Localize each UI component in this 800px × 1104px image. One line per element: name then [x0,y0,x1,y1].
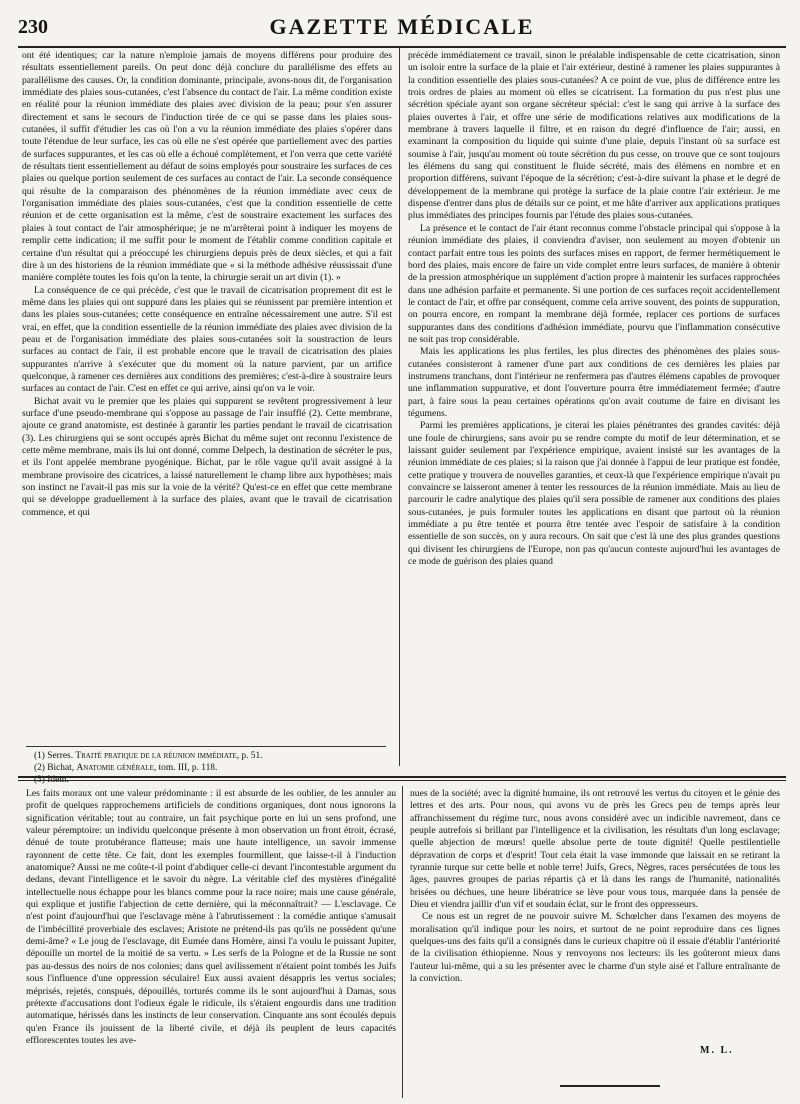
section-rule [18,776,786,778]
footnote-rule [26,746,386,747]
left-column [22,50,392,740]
paragraph: La conséquence de ce qui précède, c'est que le travail de cicatrisation proprement dit est le même dans les plaies qui ont suppuré dans les plaies qui se réunissent par première intention et dans les plaies sous-cutanées; cette conséquence en entraîne nécessairement une autre. S'il est vrai, en effet, que la condition essentielle de la réunion immédiate des plaies avec division de la peau et de l'organisation immédiate des plaies sous-cutanées soit la soustraction de leurs surfaces au contact de l'air, il est probable encore que le travail de cicatrisation des plaies suppurantes n'arrive à s'exécuter que du moment où la nature parvient, par un artifice quelconque, à ramener ces dernières aux conditions des premières; c'est-à-dire à soustraire leurs surfaces au contact de l'air. C'est en effet ce qui arrive, ainsi qu'on va le voir. [22,284,392,395]
footnote-2-prefix: (2) Bichat, [34,763,75,773]
paragraph: précède immédiatement ce travail, sinon le préalable indispensable de cette cicatrisation, sinon un isoloir entre la surface de la plaie et l'air extérieur, destiné à ramener les plaies suppurantes à la condition essentielle des plaies sous-cutanées? A ce point de vue, plus de différence entre les trois ordres de plaies au moment où elles se cicatrisent. La formation du pus n'est plus une sécrétion spéciale ayant son organe sécréteur spécial: c'est le sang qui arrive à la surface des plaies ouvertes à l'air, et offre une série de modifications relatives aux modifications de la membrane à travers laquelle il filtre, et en raison du degré d'influence de l'air; aussi, en examinant la composition du liquide qui suinte d'une plaie, depuis l'instant où sa surface est soumise à l'air, jusqu'au moment où toute sécrétion du pus cesse, on trouve que ce sont toujours les élémens du sang qui constituent le fluide sécrété, mais des élémens en nombre et en proportion différens, suivant l'époque de la sécrétion; c'est-à-dire suivant la phase et le degré de développement de la membrane qui protège la surface de la plaie contre l'air extérieur. Je me dispense d'entrer dans plus de détails sur ce point, et me hâte d'arriver aux applications pratiques plus immédiates des principes fournis par l'étude des plaies sous-cutanées. [408,50,780,222]
author-signature: M. L. [700,1045,734,1056]
section-rule-thin [18,780,786,781]
paragraph: Ce nous est un regret de ne pouvoir suivre M. Schœlcher dans l'examen des moyens de moralisation qu'il indique pour les noirs, et surtout de ne point reproduire dans ces lignes quelques-uns des faits qu'il a consignés dans le curieux chapitre où il essaie d'établir l'antériorité de la civilisation éthiopienne. Nous y renvoyons nos lecteurs: ils les goûteront mieux dans l'auteur lui-même, qui a su les présenter avec le charme d'un style aisé et l'allure entraînante de la conviction. [410,911,780,985]
paragraph: ont été identiques; car la nature n'emploie jamais de moyens différens pour produire des résultats essentiellement pareils. On peut donc déjà conclure du parallélisme des effets au parallélisme des causes. Or, la condition dominante, principale, avons-nous dit, de l'organisation immédiate des plaies sous-cutanées, c'est l'absence du contact de l'air. La même condition existe en réalité pour la réunion immédiate des plaies avec division de la peau; pour s'en assurer directement et sans le secours de l'induction tirée de ce qui se passe dans les plaies sous-cutanées, il suffit d'étudier les cas où l'on a vu la réunion immédiate des plaies s'opérer dans toute l'étendue de leur surface, les cas où elle ne s'est opérée que partiellement avec des parties de surfaces suppurantes, et les cas où elle a échoué complètement, et l'on verra que cette variété de résultats tient essentiellement au défaut de soins employés pour soustraire les surfaces de ces plaies ou quelque portion seulement de ces surfaces au contact de l'air. La seconde conséquence qui résulte de la comparaison des phénomènes de la réunion immédiate avec ceux de l'organisation immédiate des plaies sous-cutanées, c'est que la condition essentielle de cette réunion et de cette organisation est la même, c'est de soustraire exactement les surfaces des plaies à tout contact de l'air atmosphérique; je ne m'arrêterai point à indiquer les moyens de remplir cette indication; il me suffit pour le moment de l'établir comme condition capitale et certaine d'un résultat qui a préoccupé les chirurgiens depuis près de deux siècles, et qui a fait dire à un des historiens de la réunion immédiate que « si la méthode adhésive réussissait d'une manière complète toutes les fois qu'on la tente, la chirurgie serait un art divin (1). » [22,50,392,284]
page-number: 230 [18,16,48,38]
end-rule [560,1085,660,1087]
paragraph: Parmi les premières applications, je citerai les plaies pénétrantes des grandes cavités: déjà une foule de chirurgiens, sans avoir pu se rendre compte du motif de leur détermination, et se laissant guider seulement par l'expérience empirique, avaient insisté sur les avantages de la réunion immédiate de ces plaies; si la raison que j'ai donnée à l'appui de leur pratique est fondée, cette pratique y trouvera de nouvelles garanties, et ceux-là que l'expérience empirique n'avait pu convaincre se laisseront amener à tenter les ressources de la réunion immédiate. Mais au lieu de parcourir le cadre analytique des plaies qu'il sera possible de ramener aux conditions des plaies sous-cutanées, je puis formuler toutes les applications en disant que partout où la réunion immédiate a pu être tentée et pourra être tentée avec l'espoir de satisfaire à la condition essentielle de son succès, on y aura recours. On sait que c'est là une des plus grandes questions qui divisent les chirurgiens de l'Europe, non pas qu'aucun conteste aujourd'hui les avantages de ce mode de guérison des plaies quand [408,420,780,568]
journal-title: GAZETTE MÉDICALE [269,14,535,39]
paragraph: Les faits moraux ont une valeur prédominante : il est absurde de les oublier, de les annuler au profit de quelques rapprochemens artificiels de conditions organiques, dont nous ignorons la signification véritable; tout au contraire, un fait psychique porte en lui un sens profond, une valeur péremptoire: un individu quelconque présente à mon observation un front étroit, écrasé, dénué de toute protubérance flatteuse; mais une haute intelligence, un savoir immense rayonnent de cette tête. Ce fait, dont les exemples fourmillent, que laisse-t-il à l'induction anatomique? Aussi ne me coûte-t-il point d'abdiquer celle-ci devant l'incontestable argument du dedans, devant l'intelligence et le savoir du nègre. La véritable clef des mystères d'inégalité intellectuelle nous échappe pour les blancs comme pour la race noire; mais une cause générale, qui explique et justifie l'abjection de cette dernière, qui la méconnaîtrait? — L'esclavage. Ce n'est point d'aujourd'hui que l'esclavage mène à l'abrutissement : la comédie antique s'amusait de l'imbécillité proverbiale des esclaves; Aristote ne prétend-ils pas qu'ils ne possèdent qu'une demi-âme? « Le joug de l'esclavage, dit Eumée dans Homère, ainsi l'a voulu le puissant Jupiter, dépouille un mortel de la moitié de sa vertu. » Les serfs de la Pologne et de la Russie ne sont pas au-dessus des noirs de nos colonies; dans quel avilissement n'étaient point tombés les Juifs sous l'influence d'une oppression séculaire! Eux aussi avaient désappris les vertus sociales; méprisés, rejetés, conspués, dépouillés, torturés comme ils le sont aujourd'hui à Damas, sous prétexte d'accusations dont l'odieux égale le ridicule, ils s'étaient engourdis dans une tradition automatique, hérissés dans les instincts de leur conservation. Cinquante ans sont écoulés depuis qu'en France ils jouissent de la liberté civile, et déjà ils peuplent de leurs capacités efflorescentes toutes les ave- [26,788,396,1046]
footnote-1-prefix: (1) Serres. [34,751,74,761]
page-header [18,14,786,44]
bottom-right-column [410,788,780,1036]
paragraph: Mais les applications les plus fertiles, les plus directes des phénomènes des plaies sous-cutanées consisteront à ramener d'une part aux conditions de ces dernières les plaies par instrumens tranchans, dont l'intérieur ne renfermera pas d'autres élémens capables de provoquer une inflammation suppurative, et dont l'ouverture pourra être immédiatement fermée; d'autre part, à faire sous la peau certaines opérations qu'on avait coutume de faire en divisant les tégumens. [408,346,780,419]
paragraph: Bichat avait vu le premier que les plaies qui suppurent se revêtent progressivement à leur surface d'une pseudo-membrane qui s'oppose au passage de l'air insufflé (2). Cette membrane, ajoute ce grand anatomiste, est destinée à garantir les parties pendant le travail de cicatrisation (3). Les chirurgiens qui se sont occupés après Bichat du même sujet ont reconnu l'existence de cette même membrane, mais ils lui ont donné, comme Delpech, la destination de sécréter le pus, et ils l'ont appelée membrane pyogénique. Bichat, par le rôle vague qu'il avait assigné à la membrane provisoire des cicatrices, a laissé naturellement le champ libre aux hypothèses; mais son instinct ne l'avait-il pas mis sur la voie de la vérité? Qu'est-ce en effet que cette membrane qui se développe graduellement à la surface des plaies, avant que le travail de cicatrisation commence, et qui [22,395,392,518]
footnote-1-suffix: , p. 51. [236,751,263,761]
right-column [408,50,780,760]
footnote-1-title: Traité pratique de la réunion immédiate [75,751,237,761]
footnote-1 [34,750,384,762]
header-rule [18,46,786,48]
bottom-column-divider [402,786,403,1098]
column-divider [399,48,400,766]
footnote-2-title: Anatomie générale [76,763,154,773]
paragraph: La présence et le contact de l'air étant reconnus comme l'obstacle principal qui s'oppose à la réunion immédiate des plaies, il conviendra d'aviser, non seulement au moyen d'obtenir un contact parfait entre tous les points des surfaces mises en rapport, de fermer hermétiquement le bord des plaies, mais encore de faire un vide complet entre leurs surfaces, de manière à obtenir de la pression atmosphérique un supplément d'action propre à maintenir les surfaces rapprochées dans une adhésion parfaite et permanente. Si une portion de ces surfaces reçoit accidentellement le contact de l'air, et offre par conséquent, comme cela arrive souvent, des points de suppuration, on pourra encore, en rompant la membrane déjà formée, replacer ces portions de surfaces suppurantes dans des conditions d'adhésion immédiate, pourvu que l'inflammation consécutive ne soit pas trop considérable. [408,222,780,345]
footnote-2-suffix: , tom. III, p. 118. [153,763,218,773]
footnote-3: (3) Idem. [34,775,69,785]
paragraph: nues de la société; avec la dignité humaine, ils ont retrouvé les vertus du citoyen et le génie des lettres et des arts. Pour nous, qui avons vu de près les Grecs peu de temps après leur affranchissement du régime turc, nous avons considéré avec un indicible navrement, dans ce peuple autrefois si brillant par l'intelligence et la civilisation, les résultats d'un long esclavage; quelle abjection de mœurs! quelle absolue perte de toute dignité! Quelle pestilentielle dépravation de corps et d'esprit! Tout cela était la vase immonde que laissait en se retirant la tyrannie turque sur cette belle et noble terre! Juifs, Grecs, Nègres, races persécutées de tous les âges, pauvres groupes de parias répartis çà et là dans les rangs de l'humanité, nationalités brisées ou déchues, une heure libératrice se lève pour vous tous, marquée dans la pensée de Dieu et viendra jaillir d'un vif et soudain éclat, sur le front des oppresseurs. [410,788,780,911]
footnote-2 [34,762,384,774]
bottom-left-column [26,788,396,1100]
